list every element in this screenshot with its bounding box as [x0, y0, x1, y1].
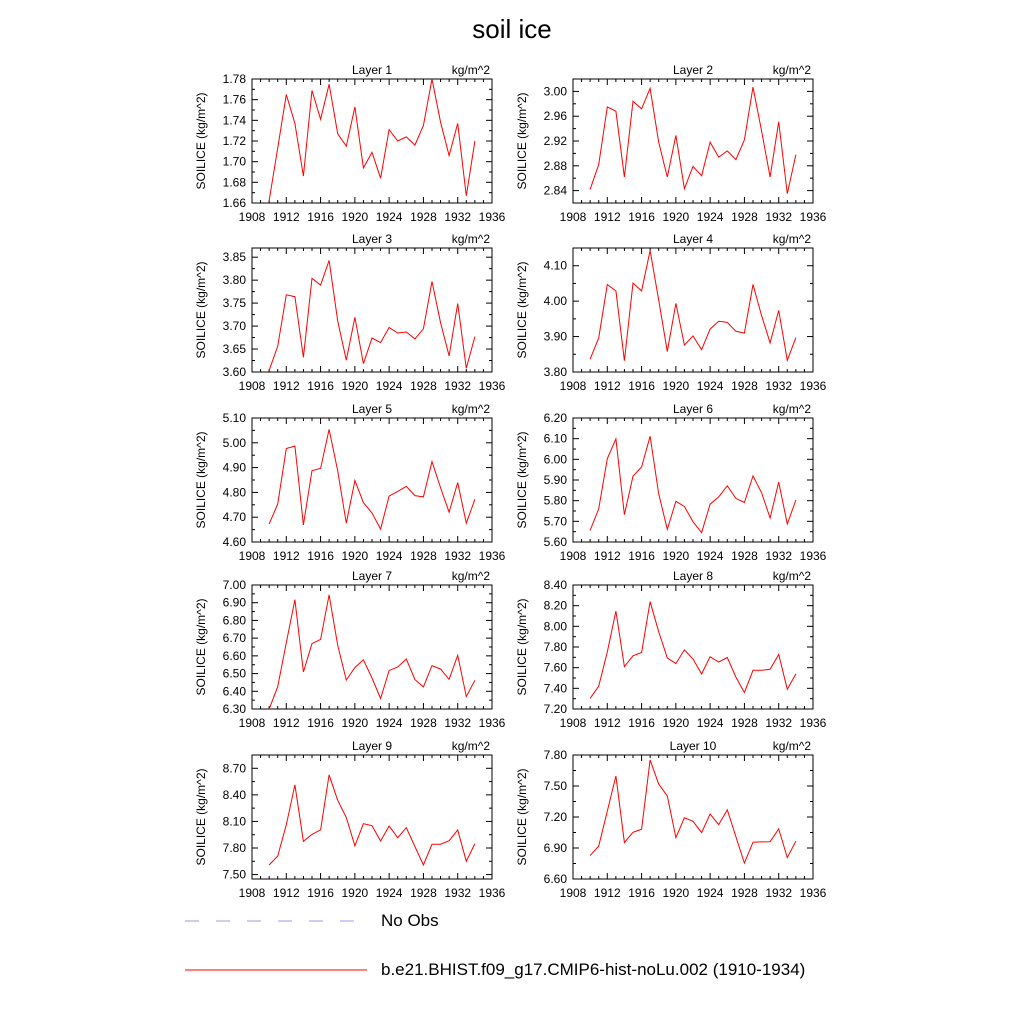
x-tick-label: 1920 [341, 379, 369, 393]
x-tick-label: 1932 [444, 210, 472, 224]
y-tick-label: 6.90 [543, 841, 567, 855]
x-tick-label: 1912 [272, 379, 300, 393]
x-tick-label: 1928 [410, 886, 437, 900]
y-axis-label: SOILICE (kg/m^2) [194, 431, 208, 529]
x-tick-label: 1912 [272, 549, 300, 563]
x-tick-label: 1928 [731, 210, 758, 224]
y-tick-label: 8.40 [543, 578, 567, 592]
y-tick-label: 3.65 [222, 342, 246, 357]
y-tick-label: 3.90 [543, 329, 567, 344]
x-tick-label: 1912 [593, 210, 621, 224]
x-tick-label: 1928 [731, 716, 758, 730]
y-tick-label: 4.80 [222, 485, 246, 500]
x-tick-label: 1908 [238, 210, 266, 224]
y-tick-label: 8.20 [543, 598, 567, 613]
y-tick-label: 7.20 [543, 702, 567, 716]
y-tick-label: 3.70 [222, 319, 246, 334]
panel-units: kg/m^2 [772, 63, 811, 77]
x-tick-label: 1916 [628, 210, 655, 224]
x-tick-label: 1924 [375, 379, 403, 393]
x-tick-label: 1928 [731, 549, 758, 563]
x-tick-label: 1924 [375, 549, 403, 563]
panel-title: Layer 7 [351, 569, 393, 583]
chart-panel-8 [515, 569, 827, 730]
y-tick-label: 1.70 [222, 154, 246, 169]
y-axis-label: SOILICE (kg/m^2) [515, 598, 529, 696]
x-tick-label: 1932 [765, 210, 793, 224]
x-tick-label: 1908 [238, 716, 266, 730]
plot-frame [252, 585, 492, 709]
legend-no-obs-label: No Obs [381, 911, 439, 930]
y-axis-label: SOILICE (kg/m^2) [194, 768, 208, 866]
x-tick-label: 1920 [662, 549, 690, 563]
y-tick-label: 5.90 [543, 473, 567, 487]
y-tick-label: 6.10 [543, 431, 567, 446]
chart-panel-1 [194, 63, 506, 224]
y-tick-label: 6.40 [222, 684, 246, 699]
series-line [590, 760, 796, 863]
x-tick-label: 1908 [238, 549, 266, 563]
y-tick-label: 7.80 [543, 748, 567, 762]
series-line [269, 429, 475, 529]
chart-panel-2 [515, 63, 827, 224]
y-tick-label: 4.00 [543, 294, 567, 309]
x-tick-label: 1924 [696, 716, 724, 730]
chart-panel-6 [515, 402, 827, 563]
y-tick-label: 4.60 [222, 535, 246, 549]
y-axis-label: SOILICE (kg/m^2) [194, 261, 208, 359]
y-tick-label: 2.84 [543, 183, 567, 198]
x-tick-label: 1924 [375, 886, 403, 900]
y-tick-label: 3.85 [222, 250, 246, 265]
x-tick-label: 1936 [799, 549, 827, 563]
x-tick-label: 1932 [444, 379, 472, 393]
y-tick-label: 8.70 [222, 761, 246, 776]
x-tick-label: 1912 [593, 886, 621, 900]
y-axis-label: SOILICE (kg/m^2) [194, 92, 208, 190]
panel-units: kg/m^2 [772, 739, 811, 753]
y-tick-label: 1.76 [222, 92, 246, 107]
x-tick-label: 1908 [559, 886, 587, 900]
x-tick-label: 1916 [307, 886, 334, 900]
y-tick-label: 5.00 [222, 435, 246, 450]
panel-title: Layer 5 [351, 402, 393, 416]
x-tick-label: 1916 [628, 379, 655, 393]
y-tick-label: 4.70 [222, 510, 246, 525]
y-tick-label: 7.40 [543, 681, 567, 696]
y-tick-label: 8.40 [222, 787, 246, 802]
y-tick-label: 6.60 [222, 648, 246, 663]
chart-panel-9 [194, 739, 506, 900]
y-tick-label: 4.10 [543, 258, 567, 273]
x-tick-label: 1920 [341, 210, 369, 224]
y-tick-label: 3.80 [222, 273, 246, 288]
panel-units: kg/m^2 [451, 569, 490, 583]
y-tick-label: 3.60 [222, 365, 246, 379]
y-tick-label: 6.00 [543, 452, 567, 467]
x-tick-label: 1936 [478, 549, 506, 563]
x-tick-label: 1928 [410, 549, 437, 563]
y-axis-label: SOILICE (kg/m^2) [515, 261, 529, 359]
panel-units: kg/m^2 [451, 232, 490, 246]
y-axis-label: SOILICE (kg/m^2) [515, 92, 529, 190]
panel-title: Layer 3 [351, 232, 393, 246]
series-line [590, 251, 796, 361]
x-tick-label: 1924 [375, 716, 403, 730]
y-tick-label: 8.00 [543, 619, 567, 634]
y-tick-label: 8.10 [222, 814, 246, 829]
y-tick-label: 7.80 [222, 841, 246, 855]
plot-frame [573, 585, 813, 709]
x-tick-label: 1908 [559, 716, 587, 730]
x-tick-label: 1936 [478, 379, 506, 393]
x-tick-label: 1936 [799, 379, 827, 393]
y-axis-label: SOILICE (kg/m^2) [515, 431, 529, 529]
x-tick-label: 1932 [444, 716, 472, 730]
x-tick-label: 1928 [410, 716, 437, 730]
x-tick-label: 1916 [628, 716, 655, 730]
series-line [590, 87, 796, 194]
page-title: soil ice [472, 14, 552, 44]
x-tick-label: 1936 [478, 886, 506, 900]
x-tick-label: 1916 [307, 210, 334, 224]
x-tick-label: 1908 [559, 210, 587, 224]
x-tick-label: 1924 [696, 379, 724, 393]
x-tick-label: 1920 [341, 716, 369, 730]
panel-units: kg/m^2 [772, 569, 811, 583]
y-tick-label: 5.70 [543, 514, 567, 529]
x-tick-label: 1920 [662, 716, 690, 730]
panel-units: kg/m^2 [451, 739, 490, 753]
x-tick-label: 1916 [628, 886, 655, 900]
panel-title: Layer 6 [672, 402, 714, 416]
x-tick-label: 1924 [375, 210, 403, 224]
chart-panel-10 [515, 739, 827, 900]
x-tick-label: 1912 [593, 379, 621, 393]
y-tick-label: 7.80 [543, 640, 567, 654]
x-tick-label: 1920 [341, 549, 369, 563]
x-tick-label: 1912 [272, 210, 300, 224]
y-tick-label: 6.80 [222, 613, 246, 628]
panel-units: kg/m^2 [451, 402, 490, 416]
series-line [590, 602, 796, 699]
chart-panel-7 [194, 569, 506, 730]
x-tick-label: 1912 [272, 716, 300, 730]
x-tick-label: 1920 [662, 886, 690, 900]
y-tick-label: 5.80 [543, 493, 567, 508]
chart-panel-4 [515, 232, 827, 393]
panel-units: kg/m^2 [772, 232, 811, 246]
panel-title: Layer 2 [672, 63, 714, 77]
chart-panel-5 [194, 402, 506, 563]
panel-units: kg/m^2 [451, 63, 490, 77]
y-axis-label: SOILICE (kg/m^2) [515, 768, 529, 866]
y-tick-label: 7.50 [222, 867, 246, 882]
plot-frame [573, 248, 813, 372]
x-tick-label: 1936 [478, 210, 506, 224]
plot-frame [573, 418, 813, 542]
y-tick-label: 3.00 [543, 84, 567, 99]
y-tick-label: 5.60 [543, 535, 567, 549]
y-tick-label: 2.92 [543, 134, 567, 148]
series-line [590, 436, 796, 533]
y-tick-label: 6.60 [543, 872, 567, 886]
y-tick-label: 3.80 [543, 365, 567, 379]
y-tick-label: 7.50 [543, 779, 567, 793]
x-tick-label: 1912 [272, 886, 300, 900]
panel-title: Layer 8 [672, 569, 714, 583]
y-tick-label: 6.30 [222, 702, 246, 716]
plot-frame [252, 79, 492, 203]
x-tick-label: 1932 [444, 886, 472, 900]
y-axis-label: SOILICE (kg/m^2) [194, 598, 208, 696]
x-tick-label: 1916 [307, 379, 334, 393]
x-tick-label: 1920 [662, 379, 690, 393]
legend-model-label: b.e21.BHIST.f09_g17.CMIP6-hist-noLu.002 (1910-1934) [381, 960, 806, 979]
y-tick-label: 6.50 [222, 666, 246, 681]
plot-frame [252, 418, 492, 542]
x-tick-label: 1908 [559, 379, 587, 393]
panel-title: Layer 1 [351, 63, 393, 77]
y-tick-label: 7.60 [543, 660, 567, 675]
y-tick-label: 1.74 [222, 113, 246, 128]
x-tick-label: 1928 [410, 210, 437, 224]
y-tick-label: 5.10 [222, 411, 246, 425]
x-tick-label: 1912 [593, 549, 621, 563]
series-line [269, 595, 475, 709]
x-tick-label: 1932 [765, 379, 793, 393]
panel-units: kg/m^2 [772, 402, 811, 416]
series-line [269, 79, 475, 201]
x-tick-label: 1928 [731, 379, 758, 393]
x-tick-label: 1932 [444, 549, 472, 563]
y-tick-label: 1.68 [222, 175, 246, 190]
y-tick-label: 2.88 [543, 158, 567, 173]
chart-panel-3 [194, 232, 506, 393]
panel-title: Layer 10 [669, 739, 717, 753]
plot-frame [573, 79, 813, 203]
x-tick-label: 1932 [765, 716, 793, 730]
x-tick-label: 1936 [799, 210, 827, 224]
plot-frame [573, 755, 813, 879]
panel-title: Layer 9 [351, 739, 393, 753]
y-tick-label: 4.90 [222, 460, 246, 475]
x-tick-label: 1932 [765, 886, 793, 900]
series-line [269, 260, 475, 370]
x-tick-label: 1916 [307, 716, 334, 730]
y-tick-label: 7.00 [222, 578, 246, 592]
y-tick-label: 1.78 [222, 72, 246, 86]
x-tick-label: 1916 [628, 549, 655, 563]
y-tick-label: 6.70 [222, 631, 246, 646]
x-tick-label: 1936 [799, 886, 827, 900]
x-tick-label: 1928 [410, 379, 437, 393]
y-tick-label: 6.20 [543, 411, 567, 425]
x-tick-label: 1908 [238, 379, 266, 393]
y-tick-label: 1.72 [222, 134, 246, 148]
plot-frame [252, 248, 492, 372]
x-tick-label: 1936 [799, 716, 827, 730]
x-tick-label: 1928 [731, 886, 758, 900]
x-tick-label: 1920 [341, 886, 369, 900]
x-tick-label: 1920 [662, 210, 690, 224]
x-tick-label: 1908 [238, 886, 266, 900]
x-tick-label: 1936 [478, 716, 506, 730]
y-tick-label: 3.75 [222, 296, 246, 311]
x-tick-label: 1932 [765, 549, 793, 563]
y-tick-label: 7.20 [543, 810, 567, 824]
x-tick-label: 1916 [307, 549, 334, 563]
x-tick-label: 1908 [559, 549, 587, 563]
x-tick-label: 1924 [696, 886, 724, 900]
x-tick-label: 1912 [593, 716, 621, 730]
y-tick-label: 1.66 [222, 196, 246, 210]
y-tick-label: 6.90 [222, 595, 246, 610]
panel-title: Layer 4 [672, 232, 714, 246]
x-tick-label: 1924 [696, 549, 724, 563]
x-tick-label: 1924 [696, 210, 724, 224]
series-line [269, 775, 475, 865]
y-tick-label: 2.96 [543, 109, 567, 124]
